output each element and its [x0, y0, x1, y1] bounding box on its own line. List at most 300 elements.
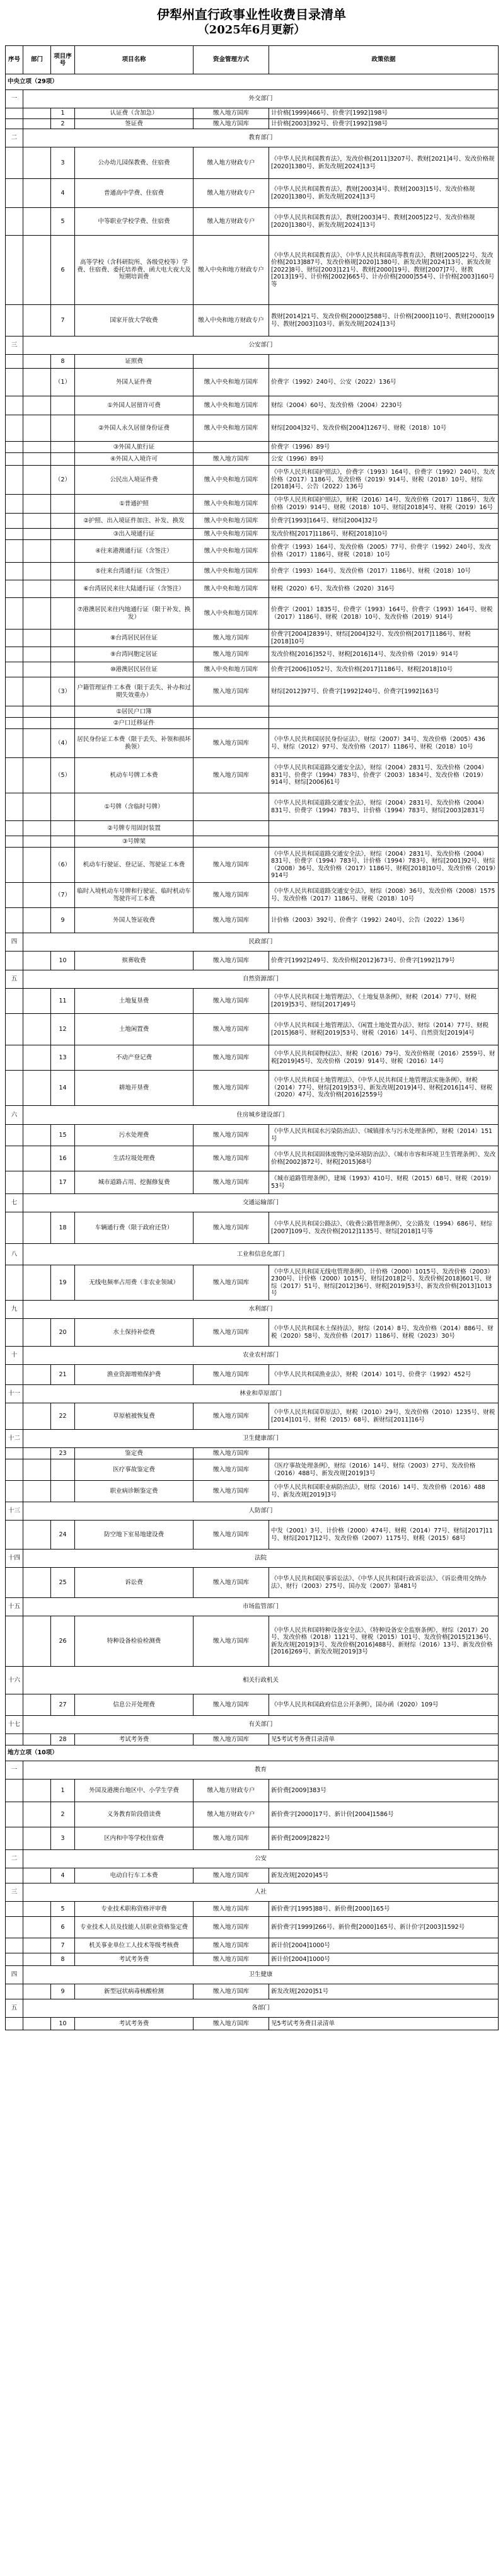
- fee-item-row: [6, 1212, 499, 1244]
- item-name: ②护照、出入境证件加注、补发、换发: [75, 514, 194, 529]
- item-name: 户籍管理证件工本费（限于丢失、补办和过期失效重办）: [75, 677, 194, 706]
- item-number: [51, 836, 75, 848]
- fee-item-row: [6, 1403, 499, 1430]
- item-number: 3: [51, 147, 75, 179]
- item-number: 2: [51, 118, 75, 129]
- item-dept-cell: [23, 1953, 51, 1966]
- category-dept: 卫生健康: [23, 1966, 499, 1984]
- fee-item-row: [6, 630, 499, 647]
- item-number: 28: [51, 1734, 75, 1745]
- item-number: 9: [51, 1984, 75, 1999]
- item-fund-mgmt: 缴入地方财政专户: [194, 208, 269, 236]
- item-policy-basis: [269, 1448, 499, 1459]
- item-fund-mgmt: 缴入中央和地方国库: [194, 466, 269, 495]
- item-fund-mgmt: 缴入地方国库: [194, 1694, 269, 1716]
- category-row: [6, 1244, 499, 1265]
- item-dept-cell: [23, 662, 51, 677]
- item-policy-basis: 《中华人民共和国土地管理法》、《闲置土地处置办法》、财综（2014）77号、财税[2015]68号、财税[2019]53号、财税（2016）14号、自然资发[2019]4号: [269, 1014, 499, 1045]
- category-row: [6, 1106, 499, 1125]
- category-row: [6, 1347, 499, 1365]
- item-dept-cell: [23, 495, 51, 514]
- item-policy-basis: 《中华人民共和国民事诉讼法》、《中华人民共和国行政诉讼法》、《诉讼费用交纳办法》、财行（2003）275号、国办发（2007）第481号: [269, 1568, 499, 1598]
- item-fund-mgmt: 缴入地方国库: [194, 1014, 269, 1045]
- item-fund-mgmt: 缴入地方国库: [194, 908, 269, 933]
- item-seq-cell: [6, 563, 23, 580]
- item-fund-mgmt: 缴入地方国库: [194, 848, 269, 883]
- item-name: 土地闲置费: [75, 1014, 194, 1045]
- category-dept: 外交部门: [23, 90, 499, 108]
- item-seq-cell: [6, 1568, 23, 1598]
- category-seq: 十三: [6, 1502, 23, 1521]
- item-fund-mgmt: 缴入地方国库: [194, 1984, 269, 1999]
- category-dept: 卫生健康部门: [23, 1430, 499, 1448]
- fee-item-row: [6, 118, 499, 129]
- item-seq-cell: [6, 1917, 23, 1938]
- category-row: [6, 1667, 499, 1694]
- item-policy-basis: 中发（2001）3号、计价格（2000）474号、财税（2014）77号、财综[2017]11号、财综[2017]12号、发改价格（2007）1175号、财税（2015）68号: [269, 1521, 499, 1550]
- item-dept-cell: [23, 2018, 51, 2030]
- item-fund-mgmt: [194, 793, 269, 821]
- item-number: [51, 647, 75, 662]
- item-number: 9: [51, 908, 75, 933]
- fee-item-row: [6, 1827, 499, 1850]
- item-seq-cell: [6, 1448, 23, 1459]
- item-seq-cell: [6, 1868, 23, 1883]
- fee-item-row: [6, 1938, 499, 1953]
- item-seq-cell: [6, 1953, 23, 1966]
- item-seq-cell: [6, 1071, 23, 1106]
- section-label: 中央立项（29项）: [6, 74, 499, 90]
- item-policy-basis: 《中华人民共和国居民身份证法》，财综（2007）34号、发改价格（2005）436号、财综（2012）97号、发改价格（2017）1186号、财税（2018）10号: [269, 729, 499, 758]
- item-policy-basis: 《中华人民共和国草原法》，财税（2010）29号、发改价格（2010）1235号、财税[2014]101号、财税（2015）68号、新财综[2011]16号: [269, 1403, 499, 1430]
- item-dept-cell: [23, 1938, 51, 1953]
- item-number: 1: [51, 108, 75, 119]
- category-row: [6, 1999, 499, 2018]
- category-dept: 各部门: [23, 1999, 499, 2018]
- item-dept-cell: [23, 1212, 51, 1244]
- item-seq-cell: [6, 453, 23, 466]
- item-name: 普通高中学费、住宿费: [75, 179, 194, 208]
- item-seq-cell: [6, 305, 23, 336]
- item-fund-mgmt: 缴入地方国库: [194, 677, 269, 706]
- category-dept: 市场监管部门: [23, 1598, 499, 1616]
- item-seq-cell: [6, 540, 23, 563]
- item-dept-cell: [23, 1902, 51, 1917]
- item-number: 19: [51, 1265, 75, 1301]
- item-policy-basis: 新价费字[1995]88号、新价费[2000]165号: [269, 1902, 499, 1917]
- item-policy-basis: 《中华人民共和国道路交通安全法》，财综（2004）2831号、发改价格（2004）831号、价费字（1994）783号、计价格（1994）783号、财综[2003]2831号: [269, 793, 499, 821]
- fee-item-row: [6, 369, 499, 396]
- item-dept-cell: [23, 1481, 51, 1502]
- item-number: （3）: [51, 677, 75, 706]
- item-name: 认证费（含加急）: [75, 108, 194, 119]
- item-dept-cell: [23, 1146, 51, 1171]
- item-number: 27: [51, 1694, 75, 1716]
- col-header-item-seq: 项目序号: [51, 46, 75, 74]
- item-seq-cell: [6, 1045, 23, 1071]
- item-policy-basis: 《中华人民共和国特种设备安全法》、《特种设备安全监察条例》，财综（2017）20号、发改价格（2018）1121号、财税（2015）101号、发改价格[2015]2136号、新发改规[2019]3号、发改价格[2016]488号、新财综（2016）13号、新发改价格[2016]269号、新发改规[2019]3号: [269, 1616, 499, 1667]
- item-name: 居民身份证工本费（限于丢失、补领和损坏换领）: [75, 729, 194, 758]
- item-number: 22: [51, 1403, 75, 1430]
- item-number: 4: [51, 179, 75, 208]
- item-number: [51, 793, 75, 821]
- item-policy-basis: 《中华人民共和国无线电管理条例》，计价格（2000）1015号、发改价格（2003）2300号、计价格（2000）1015号、财综[2018]2号、发改价格[2018]601号、财综（2017）51号、财综[2012]36号、财税[2019]53号、新发改价格[2013]1013号: [269, 1265, 499, 1301]
- item-policy-basis: 《中华人民共和国道路交通安全法》，财综（2004）2831号、发改价格（2004）831号、价费字（1994）783号、价费字（2003）1834号、发改价格（2019）914号、财综[2006]61号: [269, 758, 499, 793]
- item-number: （6）: [51, 848, 75, 883]
- section-row: [6, 1745, 499, 1761]
- fee-item-row: [6, 1045, 499, 1071]
- item-policy-basis: 价费字[1992]249号、发改价格[2012]673号、价费字[1992]179号: [269, 952, 499, 970]
- fee-item-row: [6, 1481, 499, 1502]
- item-name: 草原植被恢复费: [75, 1403, 194, 1430]
- category-row: [6, 1430, 499, 1448]
- col-header-item-name: 项目名称: [75, 46, 194, 74]
- fee-item-row: [6, 848, 499, 883]
- item-dept-cell: [23, 1868, 51, 1883]
- item-policy-basis: 《中华人民共和国教育法》，发改价格[2011]3207号、教财[2021]4号、发改价格规[2020]1380号、新发改规[2024]13号: [269, 147, 499, 179]
- item-number: 26: [51, 1616, 75, 1667]
- category-seq: 十四: [6, 1550, 23, 1568]
- item-name: 考试考务费: [75, 1734, 194, 1745]
- item-name: ③号牌架: [75, 836, 194, 848]
- item-dept-cell: [23, 1984, 51, 1999]
- category-seq: 五: [6, 970, 23, 989]
- category-dept: 工业和信息化部门: [23, 1244, 499, 1265]
- fee-item-row: [6, 821, 499, 836]
- fee-item-row: [6, 355, 499, 369]
- item-number: [51, 662, 75, 677]
- category-dept: 人社: [23, 1883, 499, 1902]
- item-name: ②号牌专用固封装置: [75, 821, 194, 836]
- item-fund-mgmt: 缴入地方国库: [194, 630, 269, 647]
- category-seq: 九: [6, 1301, 23, 1319]
- item-name: ⑩港澳居民居住证: [75, 662, 194, 677]
- category-dept: 农业农村部门: [23, 1347, 499, 1365]
- fee-item-row: [6, 1984, 499, 1999]
- item-fund-mgmt: 缴入中央和地方财政专户: [194, 305, 269, 336]
- item-number: 16: [51, 1146, 75, 1171]
- item-policy-basis: 发改价格[2016]352号、财税[2016]14号、发改价格（2019）914号: [269, 647, 499, 662]
- item-policy-basis: 新价费字[2000]17号、新计价[2004]1586号: [269, 1802, 499, 1827]
- category-row: [6, 1966, 499, 1984]
- item-fund-mgmt: 缴入地方国库: [194, 1459, 269, 1481]
- item-dept-cell: [23, 415, 51, 442]
- item-policy-basis: 计价格[1999]466号、价费字[1992]198号: [269, 108, 499, 119]
- item-fund-mgmt: 缴入地方国库: [194, 952, 269, 970]
- item-number: [51, 706, 75, 718]
- item-dept-cell: [23, 793, 51, 821]
- item-dept-cell: [23, 1071, 51, 1106]
- item-number: （7）: [51, 883, 75, 908]
- category-seq: 一: [6, 1761, 23, 1780]
- item-name: 高等学校（含科研院所、各级党校等）学费、住宿费、委托培养费、函大电大夜大及短期培训费: [75, 236, 194, 305]
- item-name: 耕地开垦费: [75, 1071, 194, 1106]
- item-dept-cell: [23, 108, 51, 119]
- category-seq: 十二: [6, 1430, 23, 1448]
- item-fund-mgmt: 缴入地方财政专户: [194, 179, 269, 208]
- item-name: ①普通护照: [75, 495, 194, 514]
- item-name: 生活垃圾处理费: [75, 1146, 194, 1171]
- item-fund-mgmt: 缴入地方国库: [194, 118, 269, 129]
- item-policy-basis: 《中华人民共和国政府信息公开条例》，国办函（2020）109号: [269, 1694, 499, 1716]
- item-policy-basis: 《中华人民共和国水土保持法》，财综（2014）8号、发改价格（2014）886号、财税（2020）58号、发改价格（2017）1186号、财税（2023）30号: [269, 1319, 499, 1347]
- fee-item-row: [6, 1171, 499, 1194]
- item-name: 车辆通行费（限于政府还贷）: [75, 1212, 194, 1244]
- item-dept-cell: [23, 677, 51, 706]
- fee-item-row: [6, 718, 499, 729]
- item-policy-basis: 价费字（1992）240号、公安（2022）136号: [269, 369, 499, 396]
- item-name: ①外国人居留许可费: [75, 396, 194, 415]
- item-dept-cell: [23, 453, 51, 466]
- item-seq-cell: [6, 514, 23, 529]
- fee-item-row: [6, 2018, 499, 2030]
- item-policy-basis: 价费字[1993]164号、财综[2004]32号: [269, 514, 499, 529]
- fee-item-row: [6, 1448, 499, 1459]
- item-dept-cell: [23, 1448, 51, 1459]
- item-policy-basis: 公安（1996）89号: [269, 453, 499, 466]
- item-fund-mgmt: 缴入地方国库: [194, 108, 269, 119]
- item-policy-basis: 价费字[2004]2839号、财综[2004]32号、发改价格[2017]1186号、财税[2018]10号: [269, 630, 499, 647]
- table-body: [6, 74, 499, 2030]
- item-seq-cell: [6, 1984, 23, 1999]
- item-number: 18: [51, 1212, 75, 1244]
- category-dept: 住房城乡建设部门: [23, 1106, 499, 1125]
- item-name: 水土保持补偿费: [75, 1319, 194, 1347]
- item-dept-cell: [23, 836, 51, 848]
- item-fund-mgmt: 缴入地方国库: [194, 1521, 269, 1550]
- item-policy-basis: 《中华人民共和国护照法》，财税（2016）14号、发改价格（2017）1186号、发改价格（2019）914号、财税（2018）10号、财综[2018]4号、财税（2019）16号: [269, 495, 499, 514]
- item-seq-cell: [6, 529, 23, 540]
- item-dept-cell: [23, 1917, 51, 1938]
- item-dept-cell: [23, 647, 51, 662]
- item-seq-cell: [6, 396, 23, 415]
- item-dept-cell: [23, 1125, 51, 1146]
- item-fund-mgmt: 缴入地方国库: [194, 1265, 269, 1301]
- item-dept-cell: [23, 236, 51, 305]
- item-seq-cell: [6, 793, 23, 821]
- item-number: 6: [51, 236, 75, 305]
- item-dept-cell: [23, 883, 51, 908]
- fee-item-row: [6, 729, 499, 758]
- category-dept: 交通运输部门: [23, 1194, 499, 1212]
- item-name: 机动车号牌工本费: [75, 758, 194, 793]
- item-seq-cell: [6, 883, 23, 908]
- item-name: 殡葬收费: [75, 952, 194, 970]
- item-seq-cell: [6, 1171, 23, 1194]
- item-seq-cell: [6, 442, 23, 453]
- item-policy-basis: 财综（2004）60号、发改价格（2004）2230号: [269, 396, 499, 415]
- item-name: 外国人证件费: [75, 369, 194, 396]
- item-seq-cell: [6, 1265, 23, 1301]
- item-dept-cell: [23, 563, 51, 580]
- fee-item-row: [6, 1568, 499, 1598]
- item-fund-mgmt: 缴入中央和地方财政专户: [194, 236, 269, 305]
- item-name: 土地复垦费: [75, 989, 194, 1014]
- item-policy-basis: 新计价[2004]1000号: [269, 1953, 499, 1966]
- item-number: 1: [51, 1780, 75, 1802]
- item-name: 考试考务费: [75, 2018, 194, 2030]
- item-policy-basis: 计价格（2003）392号、价费字（1992）240号、公告（2022）136号: [269, 908, 499, 933]
- item-name: ③外国人旅行证: [75, 442, 194, 453]
- item-seq-cell: [6, 466, 23, 495]
- item-policy-basis: 《中华人民共和国道路交通安全法》，财综（2008）36号、发改价格（2008）1575号、发改价格（2017）1186号、财税（2018）10号: [269, 883, 499, 908]
- item-dept-cell: [23, 1171, 51, 1194]
- item-number: 8: [51, 1953, 75, 1966]
- item-seq-cell: [6, 355, 23, 369]
- item-name: 防空地下室易地建设费: [75, 1521, 194, 1550]
- item-seq-cell: [6, 1827, 23, 1850]
- category-seq: 十六: [6, 1667, 23, 1694]
- item-fund-mgmt: 缴入地方国库: [194, 758, 269, 793]
- item-policy-basis: 财税（2020）6号、发改价格（2020）316号: [269, 580, 499, 598]
- section-row: [6, 74, 499, 90]
- item-seq-cell: [6, 908, 23, 933]
- category-dept: 民政部门: [23, 933, 499, 952]
- item-seq-cell: [6, 415, 23, 442]
- fee-item-row: [6, 1071, 499, 1106]
- item-fund-mgmt: 缴入中央和地方国库: [194, 396, 269, 415]
- category-seq: 六: [6, 1106, 23, 1125]
- item-number: 10: [51, 2018, 75, 2030]
- item-dept-cell: [23, 1365, 51, 1385]
- item-policy-basis: 教财[2014]21号、发改价格[2000]2588号、计价格[2000]110号、教财[2000]19号、教财[2003]103号、新发改规[2024]13号: [269, 305, 499, 336]
- item-seq-cell: [6, 989, 23, 1014]
- item-name: 渔业资源增殖保护费: [75, 1365, 194, 1385]
- item-dept-cell: [23, 1521, 51, 1550]
- item-dept-cell: [23, 1827, 51, 1850]
- item-number: [51, 580, 75, 598]
- category-row: [6, 1194, 499, 1212]
- category-seq: 十七: [6, 1716, 23, 1734]
- item-number: 24: [51, 1521, 75, 1550]
- category-dept: 自然资源部门: [23, 970, 499, 989]
- fee-item-row: [6, 495, 499, 514]
- fee-item-row: [6, 540, 499, 563]
- item-seq-cell: [6, 1319, 23, 1347]
- item-fund-mgmt: 缴入中央和地方国库: [194, 540, 269, 563]
- category-seq: 四: [6, 1966, 23, 1984]
- fee-item-row: [6, 1521, 499, 1550]
- item-policy-basis: 价费字（1996）89号: [269, 442, 499, 453]
- fee-item-row: [6, 1014, 499, 1045]
- category-seq: 七: [6, 1194, 23, 1212]
- category-dept: 人防部门: [23, 1502, 499, 1521]
- item-policy-basis: 《中华人民共和国教育法》，教财[2003]4号、教财[2005]22号、发改价格规[2020]1380号、新发改规[2024]13号: [269, 208, 499, 236]
- item-fund-mgmt: [194, 821, 269, 836]
- item-dept-cell: [23, 305, 51, 336]
- item-fund-mgmt: 缴入地方国库: [194, 1902, 269, 1917]
- item-dept-cell: [23, 952, 51, 970]
- item-policy-basis: 财综[2004]32号、发改价格[2004]1267号、财税（2018）10号: [269, 415, 499, 442]
- item-name: ②外国人永久居留身份证费: [75, 415, 194, 442]
- item-number: 2: [51, 1802, 75, 1827]
- item-seq-cell: [6, 647, 23, 662]
- item-policy-basis: 价费字（1993）164号、发改价格（2017）1186号、财税（2018）10号: [269, 563, 499, 580]
- item-fund-mgmt: 缴入地方国库: [194, 883, 269, 908]
- fee-item-row: [6, 1265, 499, 1301]
- section-label: 地方立项（10项）: [6, 1745, 499, 1761]
- fee-item-row: [6, 1917, 499, 1938]
- item-number: （1）: [51, 369, 75, 396]
- item-dept-cell: [23, 1694, 51, 1716]
- item-policy-basis: 《医疗事故处理条例》，财综（2016）14号、财综（2003）27号、发改价格（2016）488号、新发改规[2019]3号: [269, 1459, 499, 1481]
- fee-item-row: [6, 466, 499, 495]
- item-dept-cell: [23, 1802, 51, 1827]
- col-header-fund-mgmt: 资金管理方式: [194, 46, 269, 74]
- fee-item-row: [6, 305, 499, 336]
- item-seq-cell: [6, 1014, 23, 1045]
- item-name: 污水处理费: [75, 1125, 194, 1146]
- item-number: 8: [51, 355, 75, 369]
- item-name: 区内和中等学校住宿费: [75, 1827, 194, 1850]
- category-seq: 十五: [6, 1598, 23, 1616]
- item-number: [51, 563, 75, 580]
- item-dept-cell: [23, 580, 51, 598]
- item-fund-mgmt: [194, 836, 269, 848]
- item-dept-cell: [23, 529, 51, 540]
- item-policy-basis: 新发改规[2020]51号: [269, 1984, 499, 1999]
- fee-item-row: [6, 1802, 499, 1827]
- item-name: 专业技术职称资格评审费: [75, 1902, 194, 1917]
- item-dept-cell: [23, 540, 51, 563]
- item-seq-cell: [6, 821, 23, 836]
- item-seq-cell: [6, 758, 23, 793]
- item-seq-cell: [6, 1481, 23, 1502]
- item-seq-cell: [6, 1616, 23, 1667]
- item-name: 新型冠状病毒核酸检测: [75, 1984, 194, 1999]
- item-fund-mgmt: [194, 355, 269, 369]
- item-seq-cell: [6, 1125, 23, 1146]
- fee-item-row: [6, 677, 499, 706]
- item-policy-basis: 新发改规[2020]45号: [269, 1868, 499, 1883]
- fee-item-row: [6, 236, 499, 305]
- item-fund-mgmt: 缴入地方国库: [194, 1146, 269, 1171]
- item-policy-basis: 见5考试考务费目录清单: [269, 2018, 499, 2030]
- category-row: [6, 90, 499, 108]
- item-policy-basis: [269, 706, 499, 718]
- fee-item-row: [6, 793, 499, 821]
- item-fund-mgmt: 缴入地方国库: [194, 1365, 269, 1385]
- item-seq-cell: [6, 729, 23, 758]
- item-seq-cell: [6, 1938, 23, 1953]
- item-name: 职业病诊断鉴定费: [75, 1481, 194, 1502]
- fee-item-row: [6, 580, 499, 598]
- category-row: [6, 1850, 499, 1868]
- item-fund-mgmt: 缴入地方国库: [194, 989, 269, 1014]
- item-policy-basis: [269, 836, 499, 848]
- item-fund-mgmt: 缴入地方国库: [194, 453, 269, 466]
- fee-item-row: [6, 662, 499, 677]
- item-policy-basis: 《中华人民共和国教育法》，教财[2003]4号、教财[2003]15号、发改价格规[2020]1380号、新发改规[2024]13号: [269, 179, 499, 208]
- item-seq-cell: [6, 662, 23, 677]
- item-dept-cell: [23, 147, 51, 179]
- item-dept-cell: [23, 1616, 51, 1667]
- item-dept-cell: [23, 821, 51, 836]
- item-seq-cell: [6, 598, 23, 630]
- item-seq-cell: [6, 1521, 23, 1550]
- item-name: 医疗事故鉴定费: [75, 1459, 194, 1481]
- category-dept: 林业和草原部门: [23, 1385, 499, 1403]
- fee-item-row: [6, 1125, 499, 1146]
- category-seq: 三: [6, 1883, 23, 1902]
- item-name: ①号牌（含临时号牌）: [75, 793, 194, 821]
- item-name: ⑦港澳居民来往内地通行证（限于补发、换发）: [75, 598, 194, 630]
- category-row: [6, 1761, 499, 1780]
- item-dept-cell: [23, 706, 51, 718]
- item-dept-cell: [23, 1459, 51, 1481]
- fee-item-row: [6, 1780, 499, 1802]
- item-name: 无线电频率占用费（非农业领域）: [75, 1265, 194, 1301]
